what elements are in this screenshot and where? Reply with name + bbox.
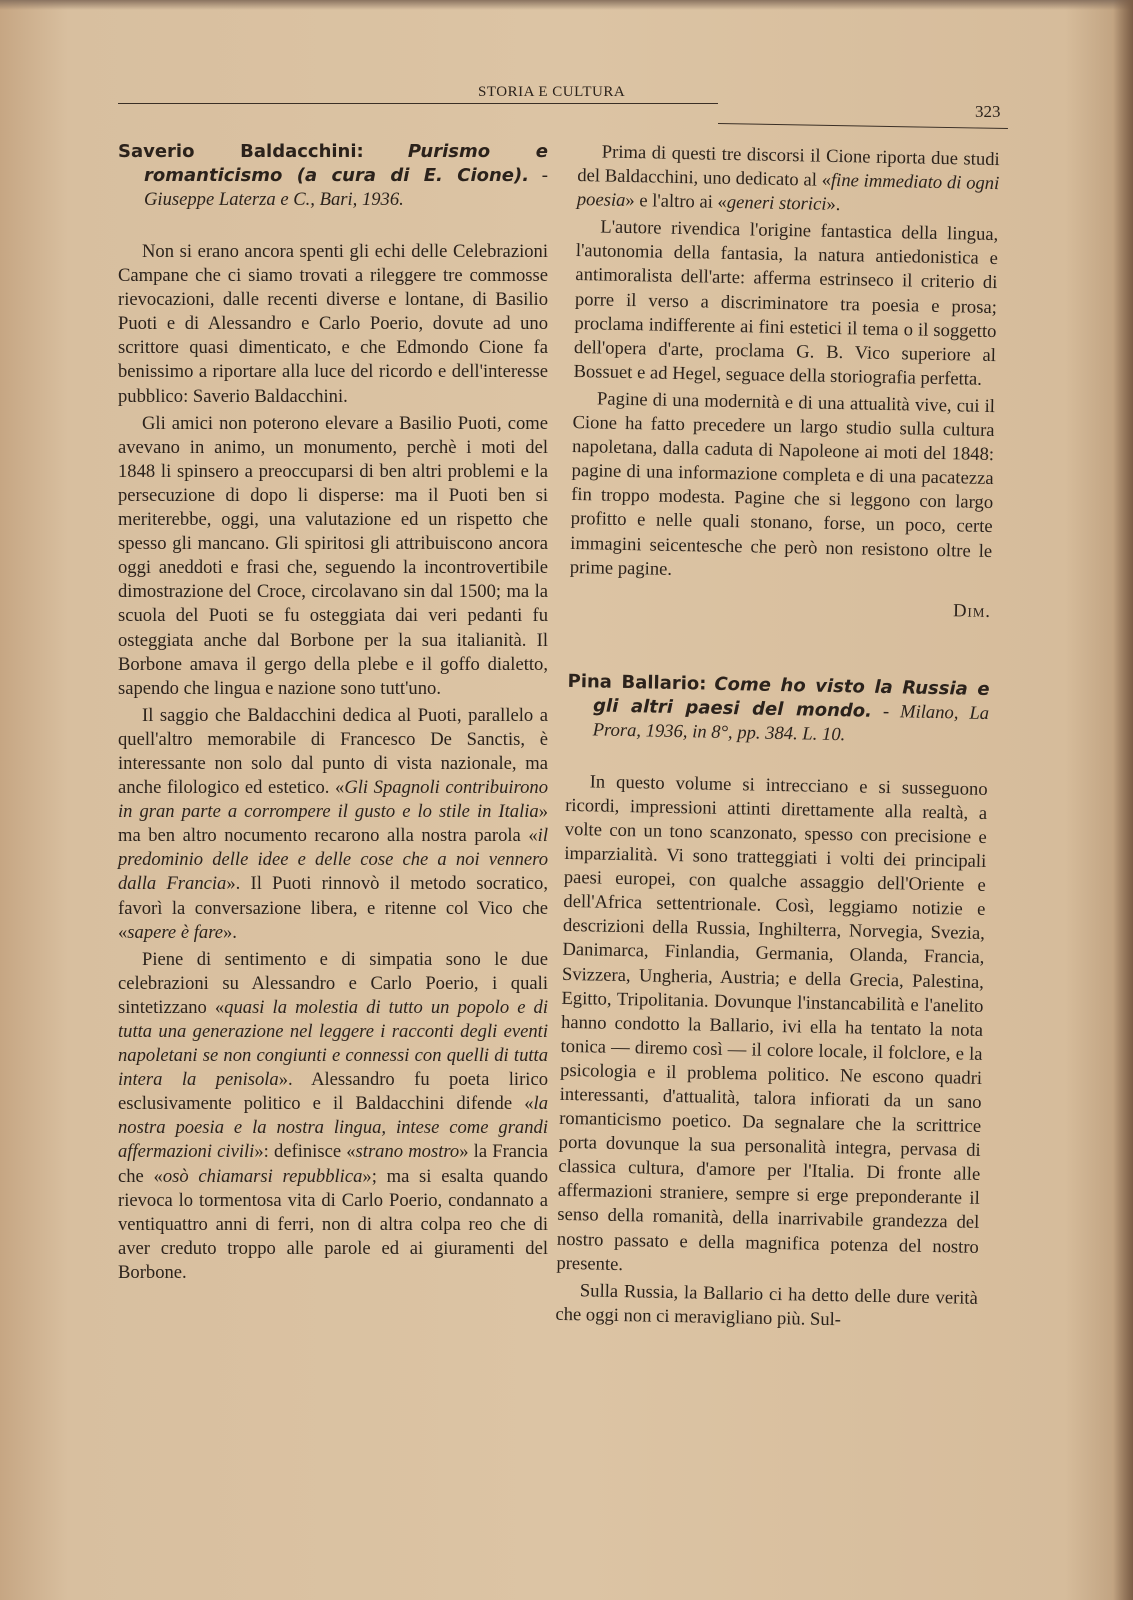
paragraph: L'autore rivendica l'origine fantastica della lingua, l'autonomia della fantasia, la natura antiedonistica e antimoralista dell'arte: afferma estrinseco il criterio di porre il verso a discriminatore tra poesia e prosa; proclama indifferente ai fini estetici il tema o il soggetto dell'opera d'arte, proclama G. B. Vico superiore al Bossuet e ad Hegel, seguace della storiografia perfetta.: [573, 216, 999, 390]
review-author: Saverio Baldacchini:: [118, 141, 364, 162]
paragraph: Gli amici non poterono elevare a Basilio Puoti, come avevano in animo, un monumento, perchè i moti del 1848 li spinsero a preoccuparsi di ben altri problemi e la persecuzione di dopo li disperse: ma il Puoti ben si meriterebbe, oggi, una valutazione ed un rispetto che spesso gli mancano. Gli spiritosi gli attribuiscono ancora oggi aneddoti e frasi che, seguendo la incontrovertibile dimostrazione del Croce, circolavano sin dal 1500; ma la scuola del Puoti se fu osteggiata dai veri pedanti fu osteggiata anche dal Borbone per la sua italianità. Il Borbone amava il gergo della plebe e il goffo dialetto, sapendo che lingua e nazione sono tutt'uno.: [118, 412, 548, 699]
review-author: Pina Ballario:: [567, 670, 707, 695]
heading-dash: -: [871, 700, 901, 723]
review-place: Milano,: [899, 701, 959, 724]
text-span: » e l'altro ai «: [625, 190, 728, 214]
text-span: ». Il Puoti rinnovò il metodo socratico, favorì la conversazione libera, e ritenne col Vico che «: [118, 873, 548, 943]
text-span: » ma ben altro nocumento recarono alla nostra parola «: [118, 801, 548, 847]
review-title: Come ho visto la Russia e gli altri paesi del mondo.: [592, 673, 990, 722]
text-span: »: definisce «: [254, 1141, 356, 1163]
review-heading: [118, 140, 548, 212]
text-span: ».: [826, 193, 841, 216]
text-span: »; ma si esalta quando rievoca lo tormentosa vita di Carlo Poerio, condannato a ventiquattro anni di ferri, non di altra colpa reo che di aver creduto troppo alle parole ed ai giuramenti del Borbone.: [118, 1165, 549, 1283]
page-shadow-top: [0, 0, 1133, 10]
quotation: strano mostro: [355, 1141, 460, 1163]
paragraph: [118, 704, 548, 945]
paragraph: [577, 140, 1000, 220]
quotation: Gli Spagnoli contribuirono in gran parte a corrompere il gusto e lo stile in Italia: [118, 777, 549, 823]
left-column: [118, 140, 548, 1285]
paragraph: Sulla Russia, la Ballario ci ha detto delle dure verità che oggi non ci meravigliano più. Sul-: [555, 1280, 979, 1331]
quotation: il predominio delle idee e delle cose che a noi vennero dalla Francia: [118, 825, 548, 895]
quotation: fine immediato di ogni poesia: [576, 169, 1000, 212]
quotation: quasi la molestia di tutto un popolo e di tutta una generazione nel leggere i racconti degli eventi napoletani se non congiunti e connessi con quelli di tutta intera la penisola: [118, 996, 548, 1091]
text-span: ». Alessandro fu poeta lirico esclusivamente politico e il Baldacchini difende «: [118, 1069, 548, 1115]
paragraph: In questo volume si intrecciano e si susseguono ricordi, impressioni attinti direttamente alla realtà, a volte con un tono scanzonato, spesso con precisione e imparzialità. Vi sono tratteggiati i volti dei principali paesi europei, con qualche assaggio dell'Oriente e dell'Africa settentrionale. Così, leggiamo notizie e descrizioni della Russia, Inghilterra, Norvegia, Svezia, Danimarca, Finlandia, Germania, Olanda, Francia, Svizzera, Ungheria, Austria; e della Grecia, Palestina, Egitto, Tripolitania. Dovunque l'instancabilità e l'anelito hanno condotto la Ballario, ivi ella ha tentato la nota tonica — diremo così — il colore locale, il folclore, e la psicologia e il problema politico. Ne escono quadri interessanti, d'attualità, talora infiorati da un sano romanticismo poetico. Da segnalare che la scrittrice porta dovunque la sua personalità integra, pervasa di classica cultura, d'amore per l'Italia. Di fronte alle affermazioni straniere, sempre si erge preponderante il senso della romanità, della inarrivabile grandezza del nostro passato e della magnifica potenza del nostro presente.: [556, 771, 988, 1275]
page-number: 323: [975, 102, 1001, 121]
quotation: osò chiamarsi repubblica: [162, 1165, 363, 1187]
review-title: Purismo e romanticismo (a cura di E. Cione).: [144, 141, 548, 186]
running-head: STORIA E CULTURA: [478, 84, 626, 100]
quotation: generi storici: [726, 192, 827, 215]
paragraph: Pagine di una modernità e di una attualità vive, cui il Cione ha fatto precedere un largo studio sulla cultura napoletana, dalla caduta di Napoleone ai moti del 1848: pagine di una informazione completa e di una pacatezza fin troppo modesta. Pagine che si leggono con largo profitto e nelle quali stonano, forse, un poco, certe immagini seicentesche che però non resistono oltre le prime pagine.: [569, 388, 996, 580]
paragraph: [118, 948, 548, 1285]
text-span: » la Francia che «: [118, 1141, 549, 1187]
quotation: la nostra poesia e la nostra lingua, intese come grandi affermazioni civili: [118, 1093, 548, 1163]
review-heading: [566, 670, 989, 750]
review-publisher: Giuseppe Laterza e C., Bari, 1936.: [144, 189, 404, 210]
text-span: Il saggio che Baldacchini dedica al Puoti, parallelo a quell'altro memorabile di Francesco De Sanctis, è interessante non solo dal punto di vista nazionale, ma anche filologico ed estetico. «: [118, 704, 548, 799]
right-column: [555, 140, 1000, 1335]
text-span: Prima di questi tre discorsi il Cione riporta due studi del Baldacchini, uno dedicato al «: [577, 141, 1000, 191]
reviewer-signature: Dim.: [952, 599, 992, 622]
text-span: ».: [223, 921, 237, 943]
text-span: Piene di sentimento e di simpatia sono le due celebrazioni su Alessandro e Carlo Poerio, i quali sintetizzano «: [118, 948, 548, 1018]
header-rule-right: [718, 123, 1008, 129]
review-publisher: La Prora, 1936, in 8°, pp. 384. L. 10.: [592, 702, 990, 746]
page-shadow-right: [1113, 0, 1133, 1600]
paragraph: Non si erano ancora spenti gli echi delle Celebrazioni Campane che ci siamo trovati a rileggere tre commosse rievocazioni, dalle recenti diverse e lontane, di Basilio Puoti e di Alessandro e Carlo Poerio, dovute ad uno scrittore quasi dimenticato, e che Edmondo Cione fa benissimo a riportare alla luce del ricordo e dell'interesse pubblico: Saverio Baldacchini.: [118, 241, 548, 407]
quotation: sapere è fare: [127, 921, 223, 943]
header-rule: [118, 103, 718, 104]
heading-dash: -: [529, 165, 548, 186]
